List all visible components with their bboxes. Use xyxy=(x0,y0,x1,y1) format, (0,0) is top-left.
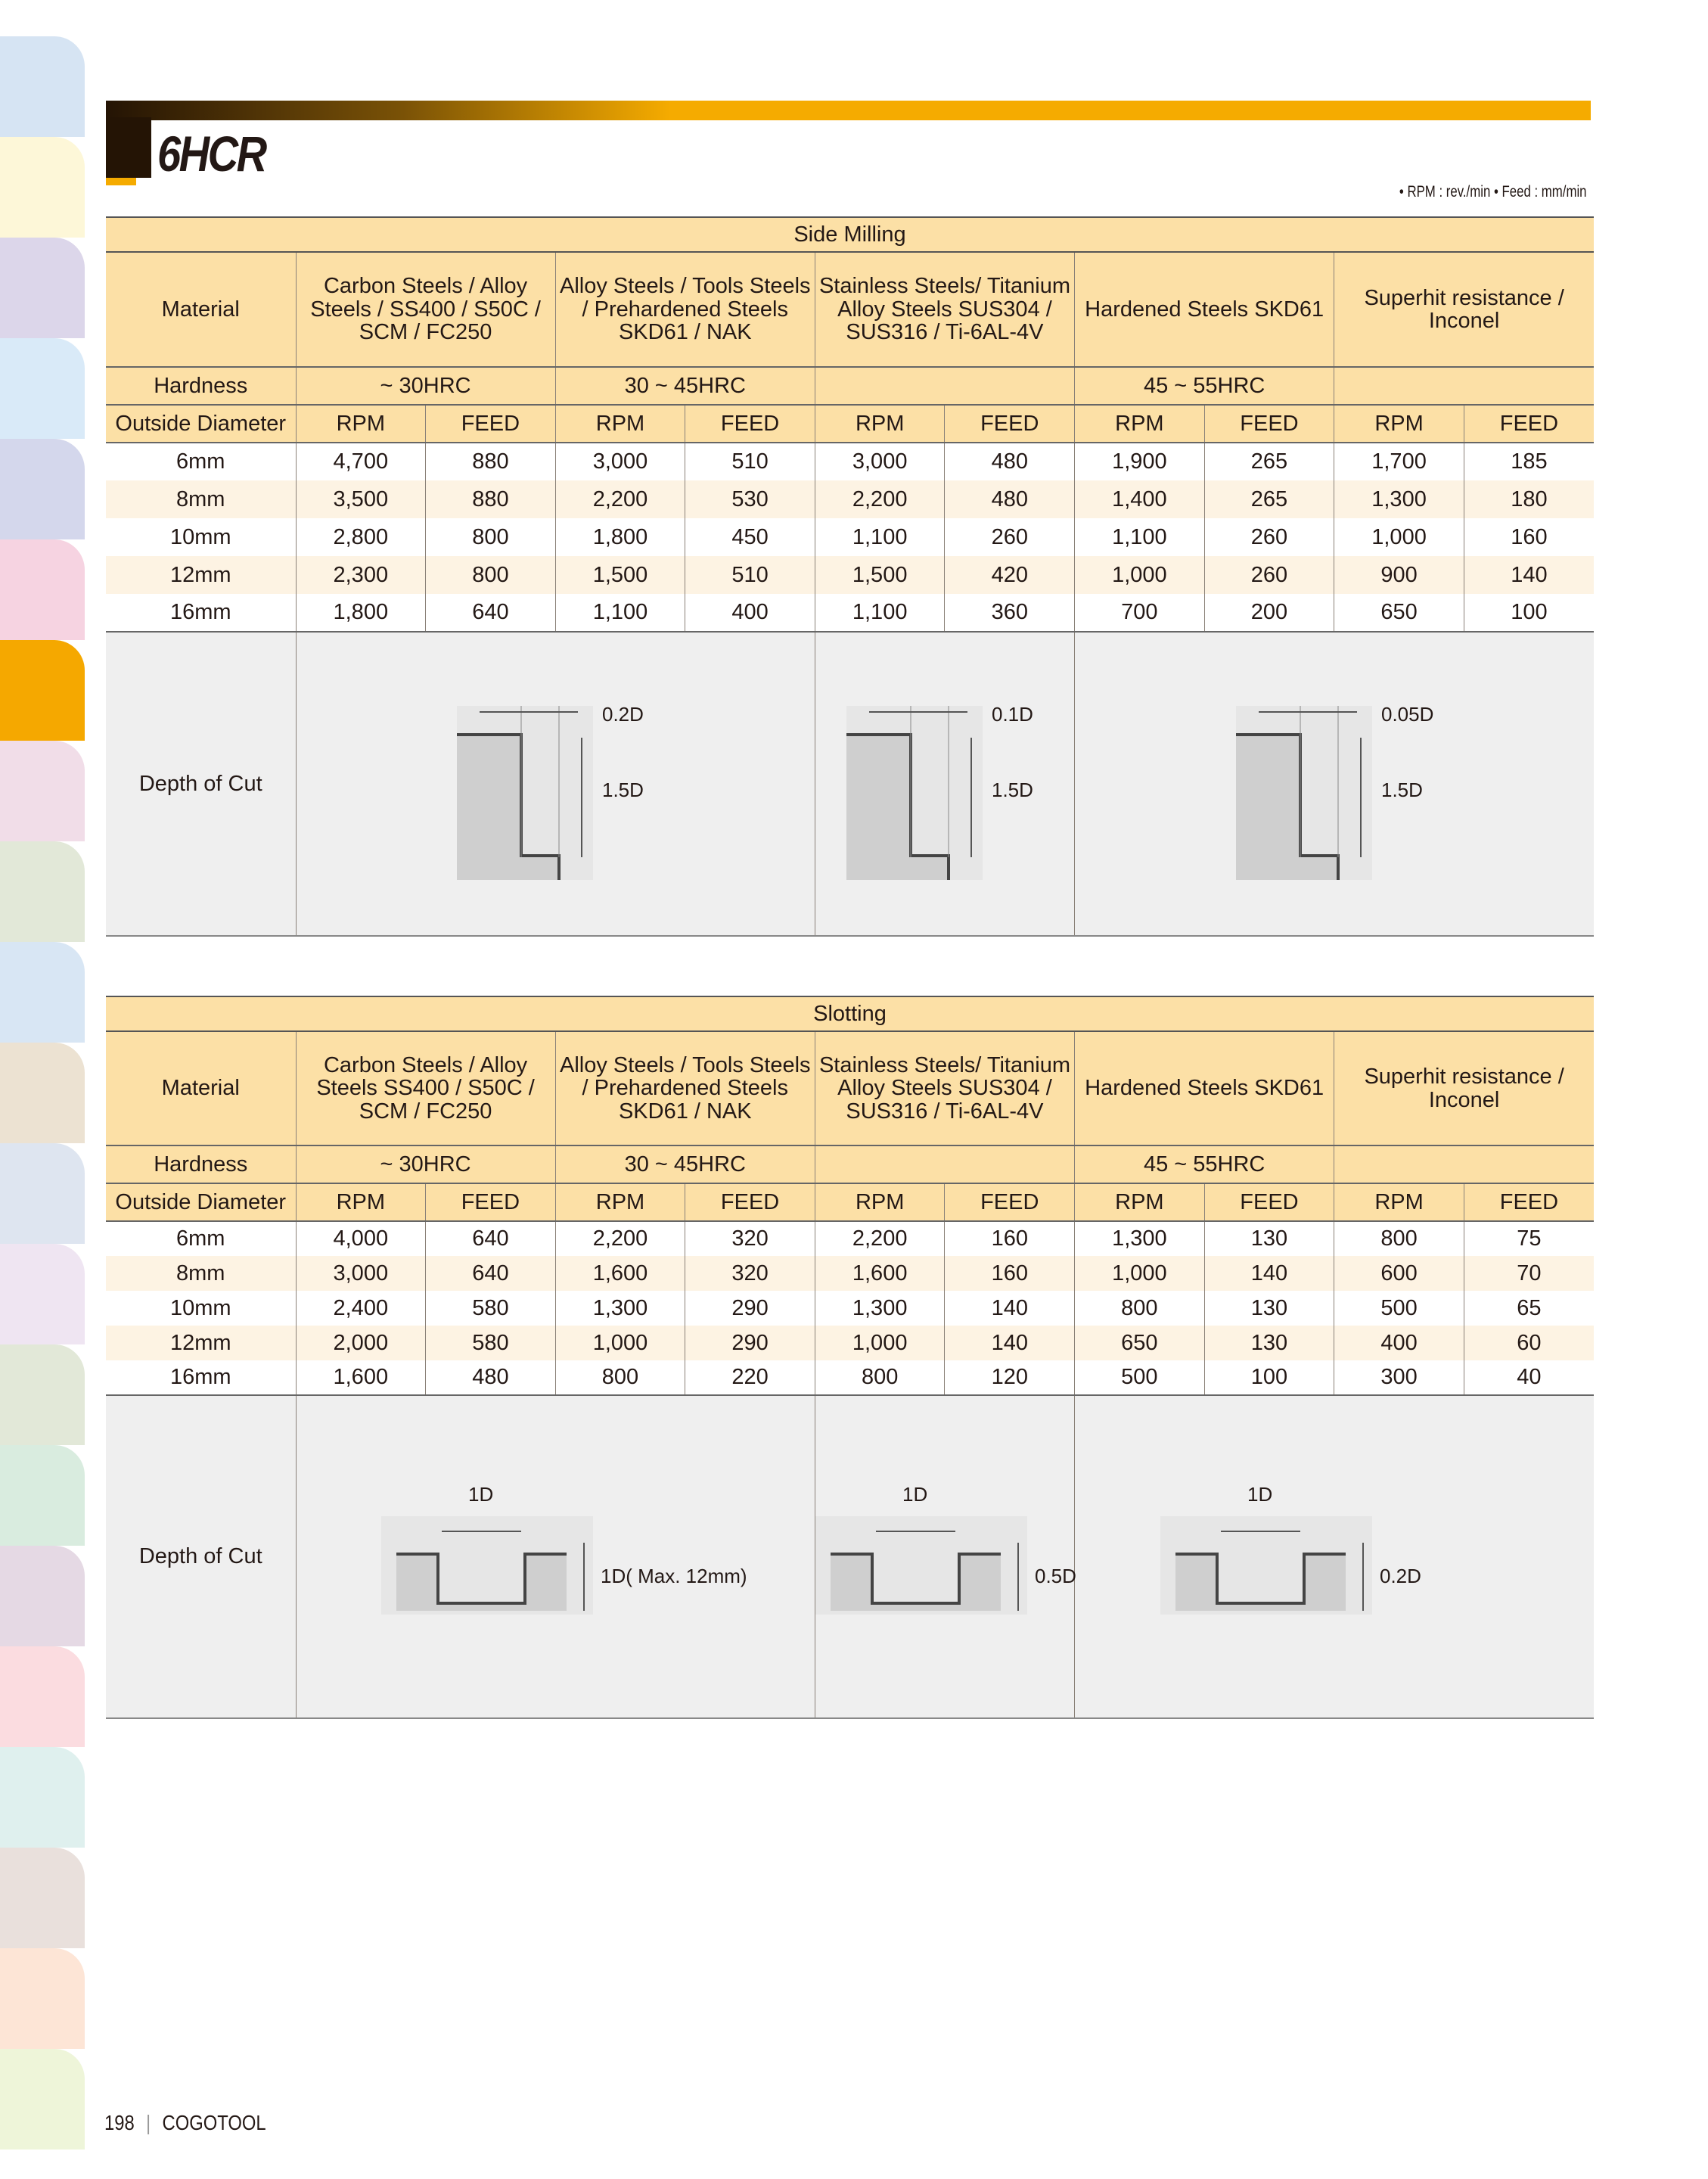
side-milling-diagram xyxy=(1236,683,1433,880)
rpm-cell: 1,100 xyxy=(555,594,685,632)
width-label: 0.1D xyxy=(991,702,1033,726)
footer: 198 | COGOTOOL xyxy=(104,2111,266,2134)
rpm-cell: 600 xyxy=(1334,1256,1464,1291)
depth-of-cut-diagram-cell xyxy=(296,1395,815,1718)
rpm-cell: 900 xyxy=(1334,556,1464,594)
rpm-cell: 2,200 xyxy=(555,1221,685,1256)
section-tab[interactable] xyxy=(0,439,85,539)
feed-cell: 180 xyxy=(1464,480,1594,518)
hardness-value xyxy=(815,1145,1074,1183)
rpm-cell: 650 xyxy=(1334,594,1464,632)
rpm-cell: 2,300 xyxy=(296,556,426,594)
rpm-cell: 1,400 xyxy=(1075,480,1205,518)
section-tab[interactable] xyxy=(0,1646,85,1747)
section-tab[interactable] xyxy=(0,36,85,137)
rpm-cell: 2,200 xyxy=(815,1221,945,1256)
feed-header: FEED xyxy=(1204,1183,1334,1221)
feed-cell: 530 xyxy=(685,480,815,518)
title-accent xyxy=(106,178,136,185)
rpm-cell: 1,600 xyxy=(555,1256,685,1291)
rpm-cell: 1,000 xyxy=(1334,518,1464,556)
rpm-header: RPM xyxy=(1334,405,1464,443)
material-header: Alloy Steels / Tools Steels / Prehardened Steels SKD61 / NAK xyxy=(555,252,815,367)
hardness-value: 30 ~ 45HRC xyxy=(555,367,815,405)
table-row xyxy=(106,480,1594,518)
hardness-label: Hardness xyxy=(106,367,296,405)
table-row xyxy=(106,1256,1594,1291)
feed-cell: 880 xyxy=(426,480,556,518)
feed-cell: 265 xyxy=(1204,480,1334,518)
hardness-value: ~ 30HRC xyxy=(296,367,555,405)
diameter-cell: 8mm xyxy=(106,480,296,518)
rpm-cell: 1,500 xyxy=(555,556,685,594)
section-tab[interactable] xyxy=(0,338,85,439)
rpm-cell: 1,100 xyxy=(815,594,945,632)
table-row xyxy=(106,518,1594,556)
material-header: Alloy Steels / Tools Steels / Prehardened Steels SKD61 / NAK xyxy=(555,1031,815,1145)
table-row xyxy=(106,1360,1594,1395)
feed-cell: 420 xyxy=(945,556,1075,594)
section-tab[interactable] xyxy=(0,238,85,338)
rpm-cell: 500 xyxy=(1334,1291,1464,1326)
feed-cell: 260 xyxy=(1204,556,1334,594)
feed-header: FEED xyxy=(945,1183,1075,1221)
section-tab[interactable] xyxy=(0,1747,85,1848)
feed-header: FEED xyxy=(426,1183,556,1221)
hardness-value: ~ 30HRC xyxy=(296,1145,555,1183)
table-row xyxy=(106,443,1594,480)
feed-cell: 100 xyxy=(1204,1360,1334,1395)
section-tab[interactable] xyxy=(0,2049,85,2149)
feed-cell: 400 xyxy=(685,594,815,632)
diameter-cell: 16mm xyxy=(106,594,296,632)
feed-cell: 320 xyxy=(685,1256,815,1291)
feed-cell: 130 xyxy=(1204,1221,1334,1256)
feed-cell: 450 xyxy=(685,518,815,556)
depth-label: 0.5D xyxy=(1034,1565,1076,1588)
rpm-header: RPM xyxy=(296,405,426,443)
depth-label: 1.5D xyxy=(1381,778,1423,801)
depth-of-cut-diagram-cell xyxy=(296,632,815,936)
material-header: Superhit resistance / Inconel xyxy=(1334,252,1594,367)
feed-cell: 140 xyxy=(945,1291,1075,1326)
material-header: Stainless Steels/ Titanium Alloy Steels SUS304 / SUS316 / Ti-6AL-4V xyxy=(815,1031,1074,1145)
rpm-cell: 1,300 xyxy=(555,1291,685,1326)
section-tab[interactable] xyxy=(0,841,85,942)
section-tab[interactable] xyxy=(0,1848,85,1948)
section-title: Slotting xyxy=(106,996,1594,1031)
table-row xyxy=(106,556,1594,594)
section-title: Side Milling xyxy=(106,217,1594,252)
feed-cell: 260 xyxy=(945,518,1075,556)
hardness-value xyxy=(1334,1145,1594,1183)
material-label: Material xyxy=(106,252,296,367)
rpm-header: RPM xyxy=(555,405,685,443)
feed-cell: 160 xyxy=(945,1256,1075,1291)
rpm-cell: 2,000 xyxy=(296,1326,426,1360)
diameter-cell: 16mm xyxy=(106,1360,296,1395)
rpm-cell: 800 xyxy=(555,1360,685,1395)
diameter-cell: 6mm xyxy=(106,1221,296,1256)
rpm-cell: 500 xyxy=(1075,1360,1205,1395)
rpm-cell: 1,000 xyxy=(1075,1256,1205,1291)
rpm-cell: 800 xyxy=(815,1360,945,1395)
section-tab[interactable] xyxy=(0,1445,85,1546)
rpm-cell: 1,900 xyxy=(1075,443,1205,480)
section-tab[interactable] xyxy=(0,1344,85,1445)
rpm-cell: 1,100 xyxy=(815,518,945,556)
material-header: Carbon Steels / Alloy Steels SS400 / S50C / SCM / FC250 xyxy=(296,1031,555,1145)
feed-cell: 140 xyxy=(1204,1256,1334,1291)
rpm-cell: 2,200 xyxy=(555,480,685,518)
material-header: Carbon Steels / Alloy Steels / SS400 / S50C / SCM / FC250 xyxy=(296,252,555,367)
diameter-cell: 12mm xyxy=(106,556,296,594)
hardness-value xyxy=(1334,367,1594,405)
material-header: Hardened Steels SKD61 xyxy=(1075,1031,1334,1145)
rpm-header: RPM xyxy=(296,1183,426,1221)
rpm-cell: 3,000 xyxy=(815,443,945,480)
side-milling-diagram xyxy=(457,683,654,880)
table-row xyxy=(106,594,1594,632)
width-label: 0.2D xyxy=(602,702,644,726)
rpm-header: RPM xyxy=(815,405,945,443)
feed-cell: 200 xyxy=(1204,594,1334,632)
width-label: 1D xyxy=(468,1483,494,1506)
section-tab[interactable] xyxy=(0,1546,85,1646)
rpm-cell: 650 xyxy=(1075,1326,1205,1360)
feed-cell: 640 xyxy=(426,594,556,632)
feed-header: FEED xyxy=(685,405,815,443)
feed-cell: 140 xyxy=(945,1326,1075,1360)
section-tab[interactable] xyxy=(0,539,85,640)
feed-header: FEED xyxy=(1464,405,1594,443)
table-row xyxy=(106,1326,1594,1360)
section-tabs xyxy=(0,36,85,2149)
feed-cell: 40 xyxy=(1464,1360,1594,1395)
feed-cell: 510 xyxy=(685,443,815,480)
slotting-diagram xyxy=(381,1478,747,1630)
material-header: Superhit resistance / Inconel xyxy=(1334,1031,1594,1145)
slotting-table xyxy=(106,996,1594,1719)
rpm-cell: 2,800 xyxy=(296,518,426,556)
rpm-cell: 3,500 xyxy=(296,480,426,518)
feed-cell: 290 xyxy=(685,1291,815,1326)
outside-diameter-label: Outside Diameter xyxy=(106,1183,296,1221)
width-label: 1D xyxy=(1247,1483,1273,1506)
rpm-cell: 1,700 xyxy=(1334,443,1464,480)
rpm-cell: 3,000 xyxy=(555,443,685,480)
rpm-cell: 1,500 xyxy=(815,556,945,594)
feed-cell: 75 xyxy=(1464,1221,1594,1256)
feed-cell: 70 xyxy=(1464,1256,1594,1291)
rpm-header: RPM xyxy=(555,1183,685,1221)
rpm-cell: 1,000 xyxy=(1075,556,1205,594)
diameter-cell: 6mm xyxy=(106,443,296,480)
depth-label: 1.5D xyxy=(602,778,644,801)
feed-cell: 185 xyxy=(1464,443,1594,480)
hardness-value: 30 ~ 45HRC xyxy=(555,1145,815,1183)
rpm-cell: 1,800 xyxy=(296,594,426,632)
section-tab[interactable] xyxy=(0,1948,85,2049)
page-title: 6HCR xyxy=(157,126,266,182)
feed-cell: 265 xyxy=(1204,443,1334,480)
section-tab[interactable] xyxy=(0,137,85,238)
feed-cell: 160 xyxy=(945,1221,1075,1256)
table-row xyxy=(106,1291,1594,1326)
page-number: 198 xyxy=(104,2111,135,2134)
depth-of-cut-diagram-cell xyxy=(815,632,1074,936)
section-tab[interactable] xyxy=(0,1043,85,1143)
diameter-cell: 8mm xyxy=(106,1256,296,1291)
depth-label: 1D( Max. 12mm) xyxy=(601,1565,747,1588)
feed-cell: 360 xyxy=(945,594,1075,632)
feed-cell: 140 xyxy=(1464,556,1594,594)
rpm-header: RPM xyxy=(1334,1183,1464,1221)
diameter-cell: 10mm xyxy=(106,518,296,556)
feed-cell: 580 xyxy=(426,1291,556,1326)
table-row xyxy=(106,1221,1594,1256)
section-tab[interactable] xyxy=(0,640,85,741)
rpm-cell: 3,000 xyxy=(296,1256,426,1291)
feed-header: FEED xyxy=(1204,405,1334,443)
feed-cell: 640 xyxy=(426,1256,556,1291)
feed-header: FEED xyxy=(426,405,556,443)
feed-cell: 640 xyxy=(426,1221,556,1256)
side-milling-diagram xyxy=(846,683,1043,880)
feed-cell: 480 xyxy=(945,480,1075,518)
section-tab[interactable] xyxy=(0,942,85,1043)
slotting-diagram xyxy=(1160,1478,1508,1630)
depth-of-cut-diagram-cell xyxy=(815,1395,1074,1718)
feed-header: FEED xyxy=(945,405,1075,443)
width-label: 1D xyxy=(902,1483,928,1506)
depth-of-cut-label: Depth of Cut xyxy=(106,632,296,936)
rpm-cell: 1,300 xyxy=(815,1291,945,1326)
diameter-cell: 12mm xyxy=(106,1326,296,1360)
rpm-header: RPM xyxy=(1075,405,1205,443)
hardness-value xyxy=(815,367,1074,405)
rpm-cell: 800 xyxy=(1334,1221,1464,1256)
rpm-cell: 1,600 xyxy=(815,1256,945,1291)
brand-name: COGOTOOL xyxy=(162,2111,266,2134)
depth-label: 1.5D xyxy=(991,778,1033,801)
header-bar xyxy=(106,101,1591,120)
width-label: 0.05D xyxy=(1381,702,1434,726)
feed-cell: 120 xyxy=(945,1360,1075,1395)
hardness-label: Hardness xyxy=(106,1145,296,1183)
hardness-value: 45 ~ 55HRC xyxy=(1075,1145,1334,1183)
diameter-cell: 10mm xyxy=(106,1291,296,1326)
rpm-cell: 2,200 xyxy=(815,480,945,518)
feed-header: FEED xyxy=(1464,1183,1594,1221)
feed-cell: 290 xyxy=(685,1326,815,1360)
rpm-cell: 400 xyxy=(1334,1326,1464,1360)
feed-cell: 60 xyxy=(1464,1326,1594,1360)
title-block xyxy=(106,117,151,178)
rpm-header: RPM xyxy=(815,1183,945,1221)
feed-header: FEED xyxy=(685,1183,815,1221)
feed-cell: 260 xyxy=(1204,518,1334,556)
rpm-cell: 2,400 xyxy=(296,1291,426,1326)
feed-cell: 800 xyxy=(426,518,556,556)
rpm-cell: 700 xyxy=(1075,594,1205,632)
rpm-cell: 1,000 xyxy=(815,1326,945,1360)
rpm-cell: 1,300 xyxy=(1334,480,1464,518)
material-header: Stainless Steels/ Titanium Alloy Steels SUS304 / SUS316 / Ti-6AL-4V xyxy=(815,252,1074,367)
rpm-cell: 1,300 xyxy=(1075,1221,1205,1256)
section-tab[interactable] xyxy=(0,741,85,841)
depth-of-cut-label: Depth of Cut xyxy=(106,1395,296,1718)
feed-cell: 65 xyxy=(1464,1291,1594,1326)
side-milling-table xyxy=(106,216,1594,937)
rpm-cell: 4,700 xyxy=(296,443,426,480)
outside-diameter-label: Outside Diameter xyxy=(106,405,296,443)
rpm-cell: 1,600 xyxy=(296,1360,426,1395)
feed-cell: 880 xyxy=(426,443,556,480)
section-tab[interactable] xyxy=(0,1143,85,1244)
material-header: Hardened Steels SKD61 xyxy=(1075,252,1334,367)
rpm-cell: 1,000 xyxy=(555,1326,685,1360)
rpm-cell: 1,800 xyxy=(555,518,685,556)
feed-cell: 480 xyxy=(426,1360,556,1395)
rpm-cell: 300 xyxy=(1334,1360,1464,1395)
feed-cell: 320 xyxy=(685,1221,815,1256)
feed-cell: 510 xyxy=(685,556,815,594)
section-tab[interactable] xyxy=(0,1244,85,1344)
material-label: Material xyxy=(106,1031,296,1145)
rpm-cell: 1,100 xyxy=(1075,518,1205,556)
rpm-cell: 800 xyxy=(1075,1291,1205,1326)
depth-of-cut-diagram-cell xyxy=(1075,632,1594,936)
rpm-header: RPM xyxy=(1075,1183,1205,1221)
hardness-value: 45 ~ 55HRC xyxy=(1075,367,1334,405)
feed-cell: 130 xyxy=(1204,1291,1334,1326)
feed-cell: 130 xyxy=(1204,1326,1334,1360)
feed-cell: 160 xyxy=(1464,518,1594,556)
slotting-diagram xyxy=(815,1478,1163,1630)
rpm-cell: 4,000 xyxy=(296,1221,426,1256)
feed-cell: 100 xyxy=(1464,594,1594,632)
units-note: • RPM : rev./min • Feed : mm/min xyxy=(1399,183,1587,200)
feed-cell: 580 xyxy=(426,1326,556,1360)
feed-cell: 220 xyxy=(685,1360,815,1395)
depth-label: 0.2D xyxy=(1380,1565,1421,1588)
feed-cell: 480 xyxy=(945,443,1075,480)
feed-cell: 800 xyxy=(426,556,556,594)
